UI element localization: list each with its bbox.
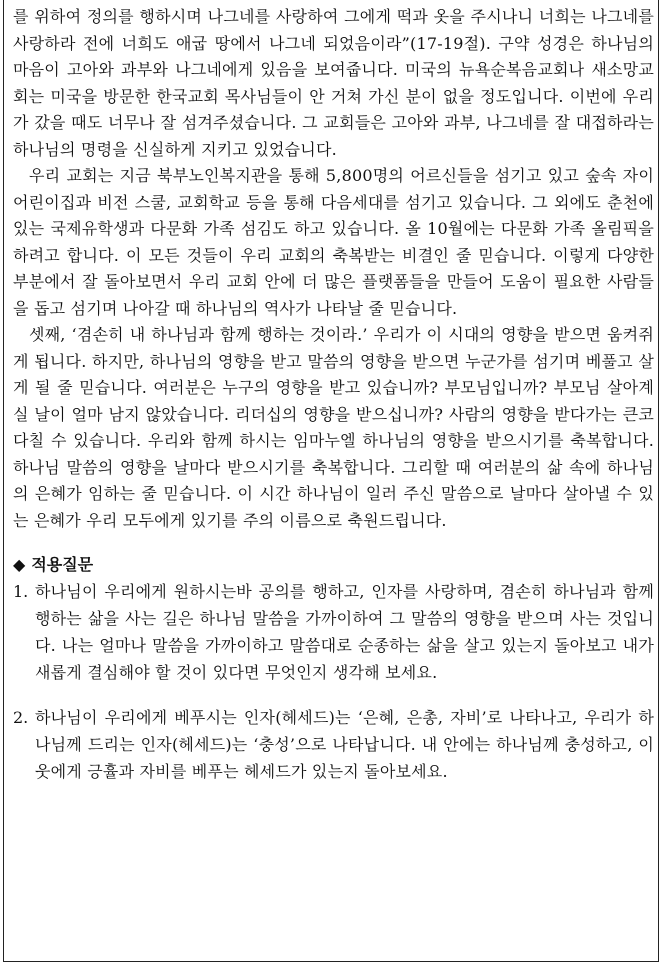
diamond-icon: ◆	[13, 555, 26, 574]
paragraph-2: 우리 교회는 지금 북부노인복지관을 통해 5,800명의 어르신들을 섬기고 있고 숲속 자이 어린이집과 비전 스쿨, 교회학교 등을 통해 다음세대를 섬기고 있습니다. 그 외에도 춘천에 있는 국제유학생과 다문화 가족 섬김도 하고 있습니다. 올 10월에는 다문화 가족 올림픽을 하려고 합니다. 이 모든 것들이 우리 교회의 축복받는 비결인 줄 믿습니다. 이렇게 다양한 부분에서 잘 돌아보면서 우리 교회 안에 더 많은 플랫폼들을 만들어 도움이 필요한 사람들을 돕고 섬기며 나아갈 때 하나님의 역사가 나타날 줄 믿습니다.	[13, 166, 654, 318]
question-text: 하나님이 우리에게 베푸시는 인자(헤세드)는 ‘은혜, 은총, 자비’로 나타나고, 우리가 하나님께 드리는 인자(헤세드)는 ‘충성’으로 나타납니다. 내 안에는 하나님께 충성하고, 이웃에게 긍휼과 자비를 베푸는 헤세드가 있는지 돌아보세요.	[35, 708, 654, 781]
question-item	[13, 704, 654, 785]
paragraph-1: 를 위하여 정의를 행하시며 나그네를 사랑하여 그에게 떡과 옷을 주시나니 너희는 나그네를 사랑하라 전에 너희도 애굽 땅에서 나그네 되었음이라”(17-19절). 구약 성경은 하나님의 마음이 고아와 과부와 나그네에게 있음을 보여줍니다. 미국의 뉴욕순복음교회나 새소망교회는 미국을 방문한 한국교회 목사님들이 안 거쳐 가신 분이 없을 정도입니다. 이번에 우리가 갔을 때도 너무나 잘 섬겨주셨습니다. 그 교회들은 고아와 과부, 나그네를 잘 대접하라는 하나님의 명령을 신실하게 지키고 있었습니다.	[13, 7, 654, 159]
questions-heading	[13, 552, 654, 578]
question-number: 2.	[13, 708, 29, 727]
paragraph-3: 셋째, ‘겸손히 내 하나님과 함께 행하는 것이라.’ 우리가 이 시대의 영향을 받으면 움켜쥐게 됩니다. 하지만, 하나님의 영향을 받고 말씀의 영향을 받으면 누군가를 섬기며 베풀고 살게 될 줄 믿습니다. 여러분은 누구의 영향을 받고 있습니까? 부모님입니까? 부모님 살아계실 날이 얼마 남지 않았습니다. 리더십의 영향을 받으십니까? 사람의 영향을 받다가는 큰코다칠 수 있습니다. 우리와 함께 하시는 임마누엘 하나님의 영향을 받으시기를 축복합니다. 하나님 말씀의 영향을 날마다 받으시기를 축복합니다. 그리할 때 여러분의 삶 속에 하나님의 은혜가 임하는 줄 믿습니다. 이 시간 하나님이 일러 주신 말씀으로 날마다 살아낼 수 있는 은혜가 우리 모두에게 있기를 주의 이름으로 축원드립니다.	[13, 325, 654, 530]
question-item	[13, 578, 654, 686]
question-text: 하나님이 우리에게 원하시는바 공의를 행하고, 인자를 사랑하며, 겸손히 하나님과 함께 행하는 삶을 사는 길은 하나님 말씀을 가까이하여 그 말씀의 영향을 받으며 사는 것입니다. 나는 얼마나 말씀을 가까이하고 말씀대로 순종하는 삶을 살고 있는지 돌아보고 내가 새롭게 결심해야 할 것이 있다면 무엇인지 생각해 보세요.	[35, 582, 654, 682]
question-number: 1.	[13, 582, 29, 601]
questions-heading-text: 적용질문	[31, 555, 94, 574]
document-body	[13, 4, 654, 785]
